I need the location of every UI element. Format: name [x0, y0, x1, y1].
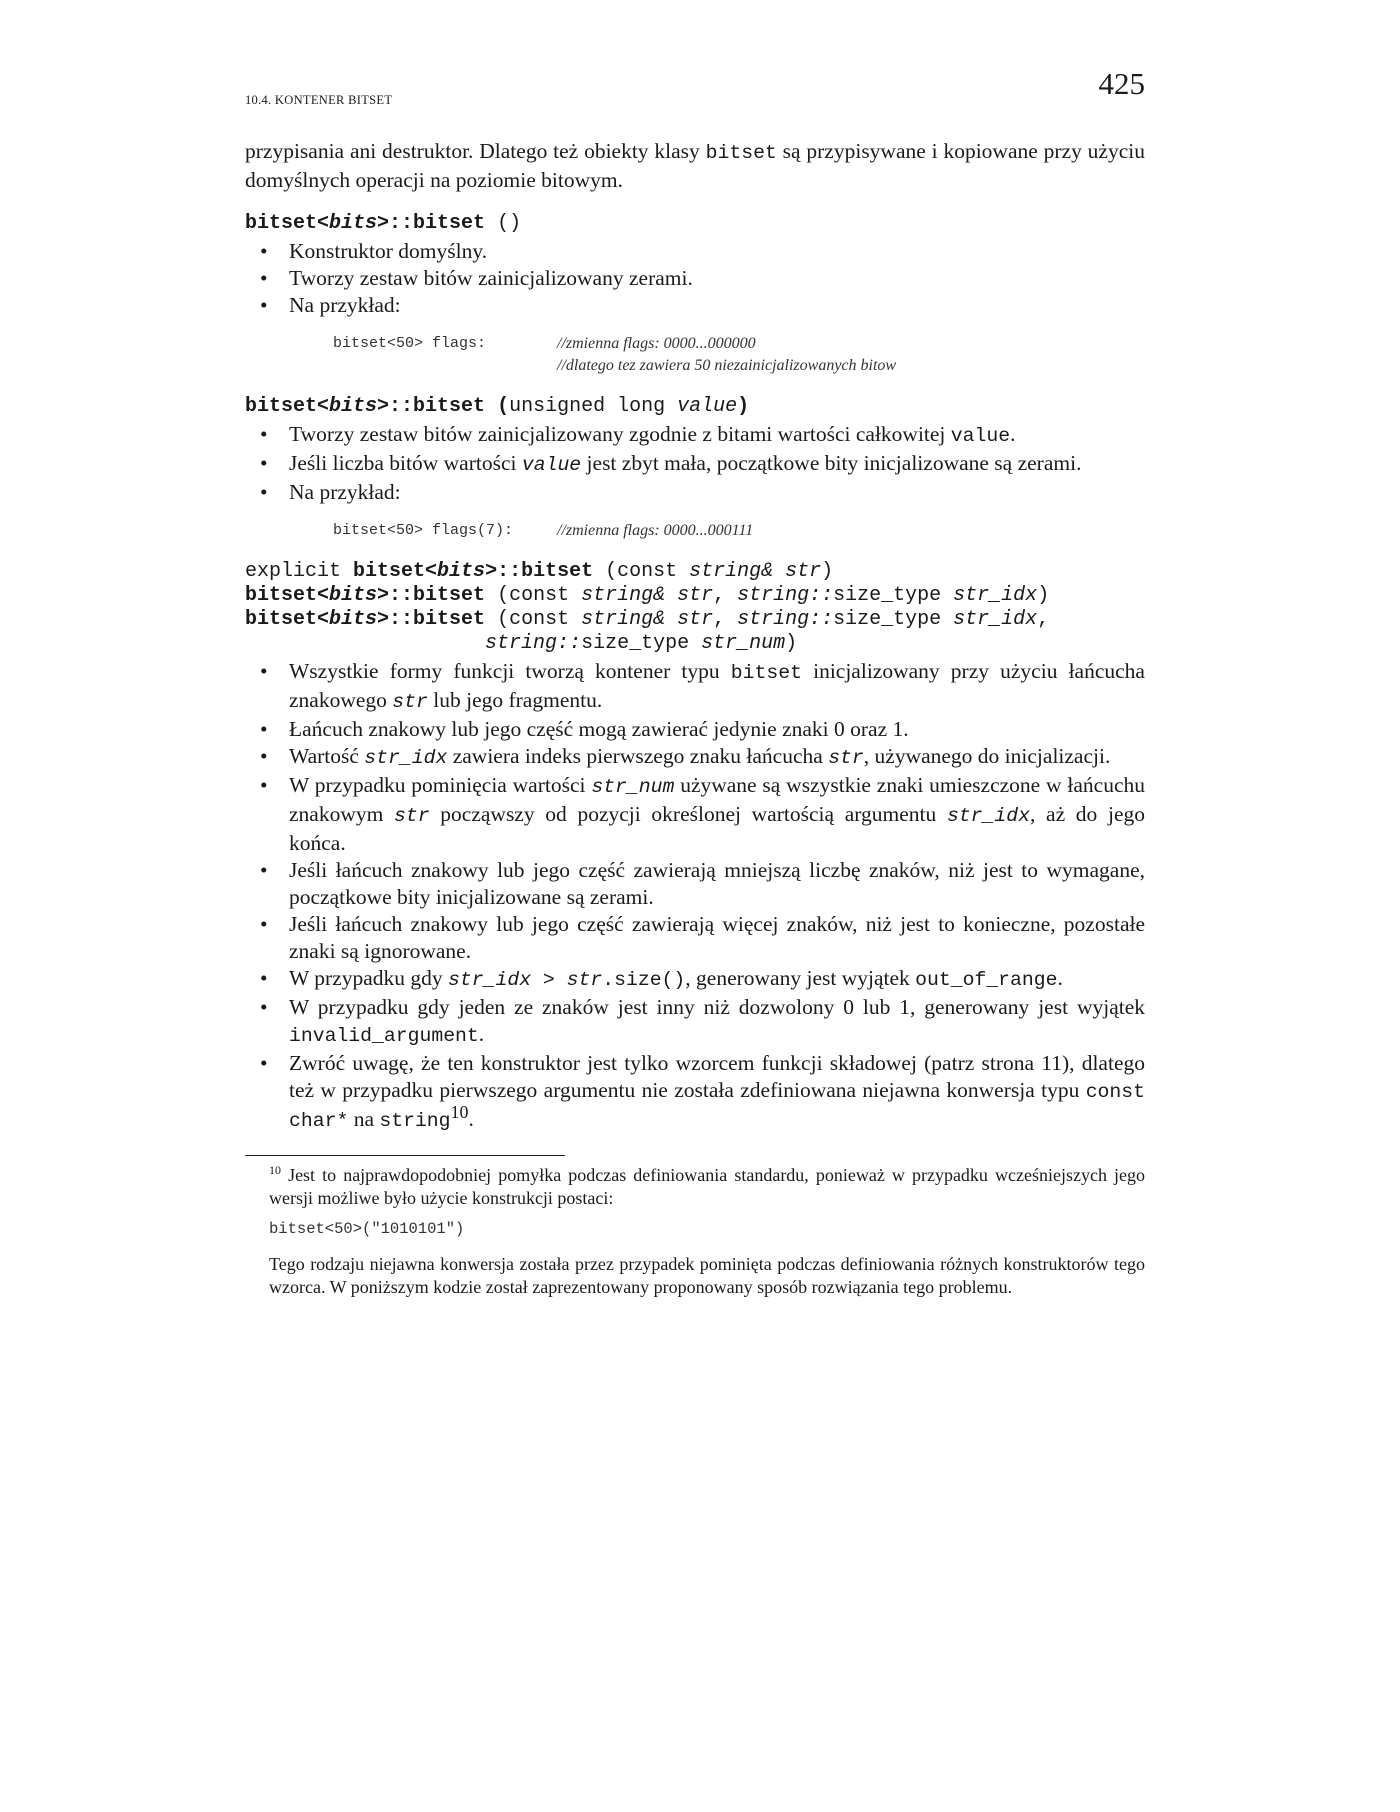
list-item: • Jeśli łańcuch znakowy lub jego część zawierają mniejszą liczbę znaków, niż jest to wymagane, początkowe bity inicjalizowane są zerami.	[245, 857, 1145, 911]
list-item: • Tworzy zestaw bitów zainicjalizowany zerami.	[245, 265, 1145, 292]
list-item: • W przypadku pominięcia wartości str_num używane są wszystkie znaki umieszczone w łańcuchu znakowym str począwszy od pozycji określonej wartością argumentu str_idx, aż do jego końca.	[245, 772, 1145, 857]
section-title: 10.4. KONTENER BITSET	[245, 93, 393, 107]
list-item: • Konstruktor domyślny.	[245, 238, 1145, 265]
footnote-number: 10	[269, 1163, 281, 1177]
list-item: • Zwróć uwagę, że ten konstruktor jest tylko wzorcem funkcji składowej (patrz strona 11), dlatego też w przypadku pierwszego argumentu nie została zdefiniowana niejawna konwersja typu const char* na string$^{10}$.	[245, 1050, 1145, 1135]
footnote-code: bitset<50>("1010101")	[269, 1220, 465, 1238]
signature-string-constructor-3: bitset<bits>::bitset (const string& str, string::size_type str_idx,	[245, 608, 1050, 631]
list-item: • Wszystkie formy funkcji tworzą kontener typu bitset inicjalizowany przy użyciu łańcucha znakowego str lub jego fragmentu.	[245, 658, 1145, 716]
page	[245, 66, 1145, 1299]
signature-string-constructor-1: explicit bitset<bits>::bitset (const string& str)	[245, 560, 834, 583]
signature-value-constructor: bitset<bits>::bitset (unsigned long value)	[245, 395, 750, 418]
example-comments: //zmienna flags: 0000...000000 //dlatego tez zawiera 50 niezainicjalizowanych bitow	[557, 335, 897, 374]
running-header	[245, 66, 1145, 110]
list-item: • Na przykład:	[245, 292, 1145, 319]
footnote-divider	[245, 1155, 565, 1156]
signature-string-constructor-2: bitset<bits>::bitset (const string& str, string::size_type str_idx)	[245, 584, 1050, 607]
example-code: bitset<50> flags:	[333, 335, 487, 352]
example-code: bitset<50> flags(7):	[333, 522, 514, 539]
list-item: • Jeśli łańcuch znakowy lub jego część zawierają więcej znaków, niż jest to konieczne, pozostałe znaki są ignorowane.	[245, 911, 1145, 965]
list-item: • Wartość str_idx zawiera indeks pierwszego znaku łańcucha str, używanego do inicjalizacji.	[245, 743, 1145, 772]
code-example	[333, 520, 1145, 542]
list-item: • Tworzy zestaw bitów zainicjalizowany zgodnie z bitami wartości całkowitej value.	[245, 421, 1145, 450]
code-example	[333, 333, 1145, 377]
intro-paragraph: przypisania ani destruktor. Dlatego też obiekty klasy bitset są przypisywane i kopiowane przy użyciu domyślnych operacji na poziomie bitowym.	[245, 139, 1145, 192]
footnote-ref[interactable]: 10	[450, 1101, 469, 1122]
list-item: • W przypadku gdy str_idx > str.size(), generowany jest wyjątek out_of_range.	[245, 965, 1145, 994]
list-item: • Jeśli liczba bitów wartości value jest zbyt mała, początkowe bity inicjalizowane są zerami.	[245, 450, 1145, 479]
list-item: • Na przykład:	[245, 479, 1145, 506]
signature-default-constructor: bitset<bits>::bitset ()	[245, 212, 522, 235]
list-item: • W przypadku gdy jeden ze znaków jest inny niż dozwolony 0 lub 1, generowany jest wyjątek invalid_argument.	[245, 994, 1145, 1050]
default-constructor-list	[245, 238, 1145, 319]
string-constructor-list	[245, 658, 1145, 1135]
page-number: 425	[1098, 66, 1145, 101]
footnote: $^{10}$ Jest to najprawdopodobniej pomyłka podczas definiowania standardu, ponieważ w przypadku wcześniejszych jego wersji możliwe było użycie konstrukcji postaci: bitset<50>("1010101") Tego rodzaju niejawna konwersja została przez przypadek pominięta podczas definiowania różnych konstruktorów tego wzorca. W poniższym kodzie został zaprezentowany proponowany sposób rozwiązania tego problemu.	[269, 1163, 1145, 1297]
signature-string-constructor-3-cont: string::size_type str_num)	[485, 632, 798, 655]
list-item: • Łańcuch znakowy lub jego część mogą zawierać jedynie znaki 0 oraz 1.	[245, 716, 1145, 743]
example-comment: //zmienna flags: 0000...000111	[557, 522, 754, 539]
value-constructor-list	[245, 421, 1145, 506]
